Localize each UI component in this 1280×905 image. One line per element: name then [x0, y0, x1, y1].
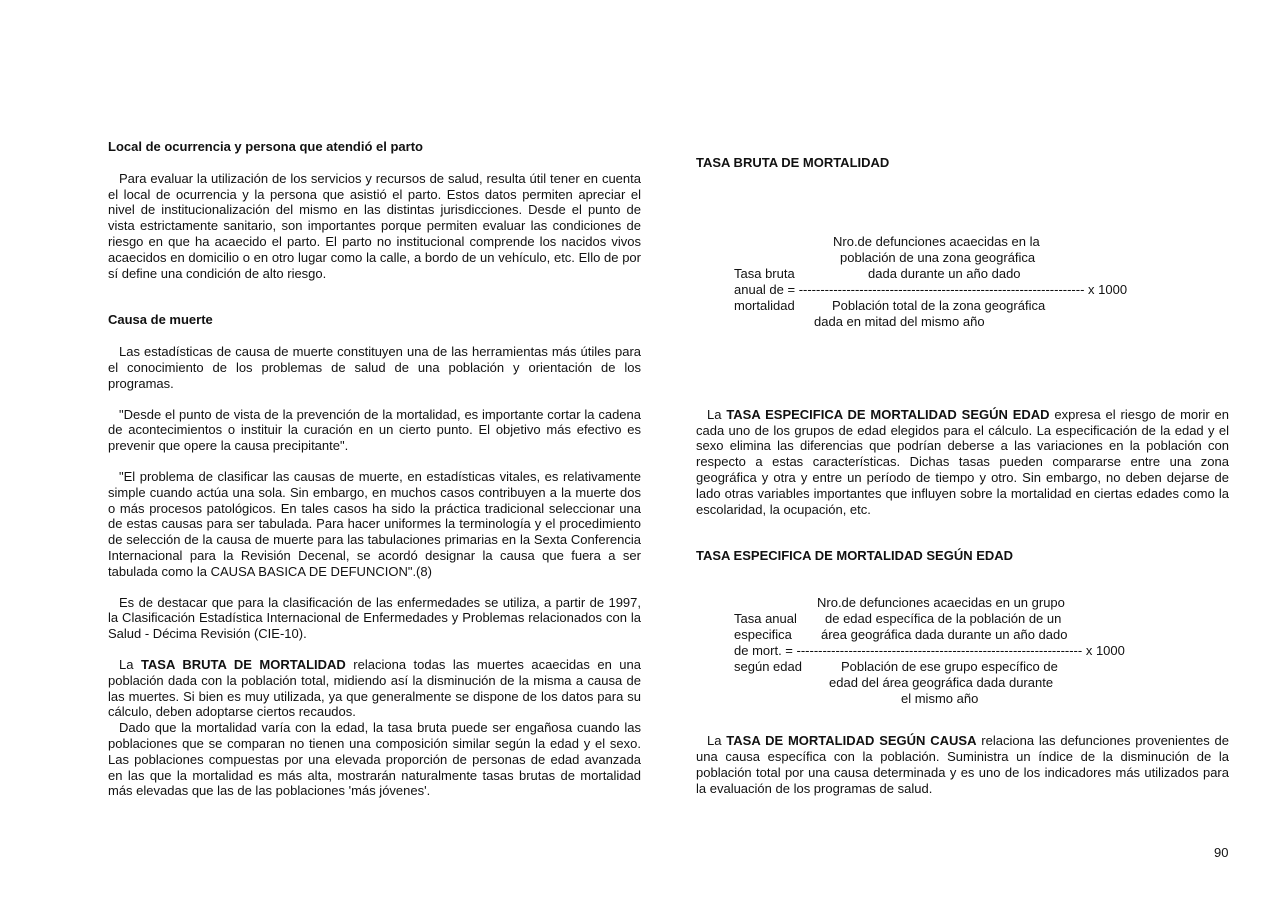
page-number: 90 [1214, 845, 1229, 860]
bold-term-tasa-bruta: TASA BRUTA DE MORTALIDAD [140, 656, 346, 672]
section-heading-tasa-bruta: TASA BRUTA DE MORTALIDAD [696, 155, 890, 170]
formula-numerator-line: Nro.de defunciones acaecidas en un grupo [817, 595, 1065, 611]
text-segment: expresa el riesgo de morir en cada uno de los grupos de edad elegidos para el cálculo. La especificación de la edad y el sexo elimina las diferencias que podrían deberse a las variaciones en la población con respecto a estas características. Dichas tasas pueden compararse entre una zona geográfica y otra y entre un período de tiempo y otro. Sin embargo, no deben dejarse de lado otras variables importantes que influyen sobre la mortalidad en ciertas edades como la escolaridad, la ocupación, etc. [696, 406, 1229, 517]
left-column [108, 139, 641, 799]
text-segment: La [707, 406, 727, 422]
paragraph-causa-muerte-intro: Las estadísticas de causa de muerte constituyen una de las herramientas más útiles para el conocimiento de los problemas de salud de una población y orientación de los programas. [108, 344, 641, 391]
formula-numerator-line: dada durante un año dado [868, 265, 1021, 281]
section-heading-tasa-especifica-edad: TASA ESPECIFICA DE MORTALIDAD SEGÚN EDAD [696, 548, 1014, 564]
bold-term-tasa-especifica: TASA ESPECIFICA DE MORTALIDAD SEGÚN EDAD [726, 406, 1050, 422]
paragraph-cie10: Es de destacar que para la clasificación de las enfermedades se utiliza, a partir de 1997, la Clasificación Estadística Internacional de Enfermedades y Problemas relacionados con la Salud - Décima Revisión (CIE-10). [108, 594, 641, 642]
formula-numerator-line: población de una zona geográfica [840, 249, 1036, 265]
paragraph-tasa-especifica-edad [696, 407, 1229, 518]
text-segment: La [119, 656, 141, 672]
paragraph-mortalidad-edad: Dado que la mortalidad varía con la edad, la tasa bruta puede ser engañosa cuando las poblaciones que se comparan no tienen una composición similar según la edad y el sexo. Las poblaciones compuestas por una elevada proporción de personas de edad avanzada en las que la mortalidad es más alta, mostrarán naturalmente tasas brutas de mortalidad más elevadas que las de las poblaciones 'más jóvenes'. [108, 720, 641, 799]
formula-label: Tasa anual [734, 611, 797, 627]
formula-numerator-line: de edad específica de la población de un [825, 611, 1062, 627]
text-segment: relaciona todas las muertes acaecidas en una población dada con la población total, midiendo así la disminución de la misma a causa de las muertes. Si bien es muy utilizada, ya que generalmente se dispone de los datos para su cálculo, deben adoptarse ciertos recaudos. [108, 656, 641, 720]
formula-label: según edad [734, 659, 802, 675]
paragraph-quote-clasificar: "El problema de clasificar las causas de muerte, en estadísticas vitales, es relativamente simple cuando actúa una sola. Sin embargo, en muchos casos contribuyen a la muerte dos o más procesos patológicos. En tales casos ha sido la práctica tradicional seleccionar una de estas causas para ser tabulada. Para hacer uniformes la terminología y el procedimiento de selección de la causa de muerte para las tabulaciones primarias en la Sexta Conferencia Internacional para la Revisión Decenal, se acordó designar la causa que fuera a ser tabulada como la CAUSA BASICA DE DEFUNCION".(8) [108, 468, 641, 579]
formula-label: mortalidad [734, 297, 795, 313]
paragraph-tasa-bruta [108, 657, 641, 720]
text-segment: La [707, 733, 727, 749]
section-heading-local-ocurrencia: Local de ocurrencia y persona que atendió el parto [108, 139, 423, 154]
formula-numerator-line: Nro.de defunciones acaecidas en la [833, 233, 1040, 249]
paragraph-local-ocurrencia: Para evaluar la utilización de los servicios y recursos de salud, resulta útil tener en cuenta el local de ocurrencia y la persona que asistió el parto. Estos datos permiten apreciar el nivel de institucionalización del mismo en las distintas jurisdicciones. Desde el punto de vista estrictamente sanitario, son importantes porque permiten evaluar las condiciones de riesgo en que ha acaecido el parto. El parto no institucional comprende los nacidos vivos acaecidos en domicilio o en otro lugar como la calle, a bordo de un vehículo, etc. Ello de por sí define una condición de alto riesgo. [108, 170, 641, 281]
formula-denominator-line: dada en mitad del mismo año [814, 313, 985, 329]
bold-term-tasa-causa: TASA DE MORTALIDAD SEGÚN CAUSA [726, 733, 977, 749]
formula-tasa-bruta [696, 171, 1229, 351]
paragraph-quote-prevencion: "Desde el punto de vista de la prevención de la mortalidad, es importante cortar la cadena de acontecimientos o instituir la curación en un cierto punto. El objetivo más efectivo es prevenir que opere la causa precipitante". [108, 406, 641, 454]
formula-tasa-especifica [696, 564, 1229, 724]
formula-fraction-bar: anual de = ------------------------------------------------------------------ x 1000 [734, 281, 1128, 297]
formula-label: Tasa bruta [734, 265, 795, 281]
formula-numerator-line: área geográfica dada durante un año dado [821, 627, 1068, 643]
formula-label: especifica [734, 627, 792, 643]
formula-denominator-line: el mismo año [901, 691, 979, 707]
formula-denominator-line: edad del área geográfica dada durante [829, 675, 1054, 691]
section-heading-causa-muerte: Causa de muerte [108, 312, 213, 328]
paragraph-tasa-causa [696, 733, 1229, 796]
text-segment: relaciona las defunciones provenientes de una causa específica con la población. Suministra un índice de la disminución de la población total por una causa determinada y es uno de los indicadores más utilizados para la evaluación de los programas de salud. [696, 733, 1230, 796]
formula-denominator-line: Población de ese grupo específico de [841, 659, 1058, 675]
right-column [696, 155, 1229, 796]
formula-fraction-bar: de mort. = ------------------------------------------------------------------ x 1000 [734, 643, 1125, 659]
formula-denominator-line: Población total de la zona geográfica [832, 297, 1046, 313]
